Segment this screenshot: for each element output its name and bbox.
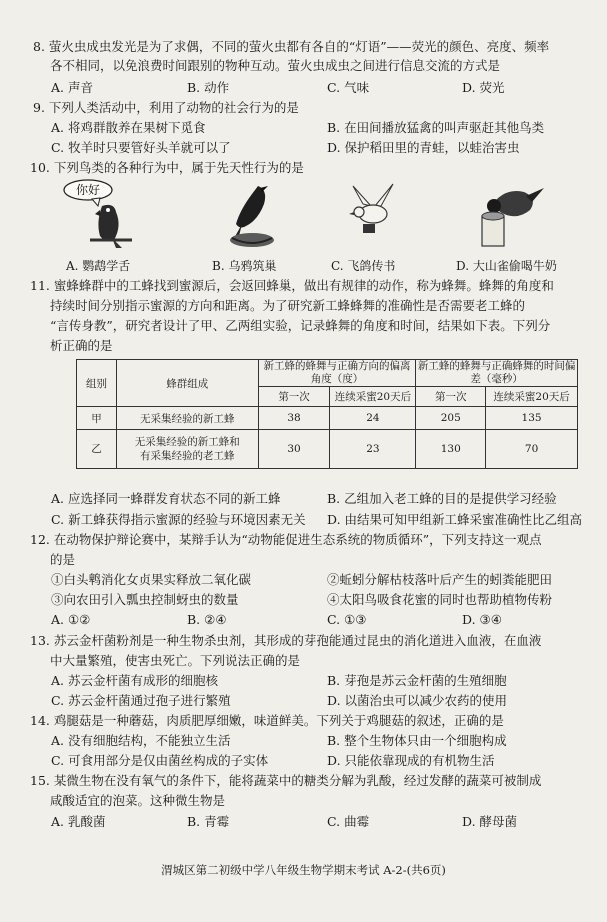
q11-stem-line4: 析正确的是: [50, 338, 113, 353]
q12-item-4: ④太阳鸟吸食花蜜的同时也帮助植物传粉: [327, 592, 553, 607]
q11-stem-line3: “言传身教”，研究者设计了甲、乙两组实验，记录蜂舞的角度和时间，结果如下表。下列分: [50, 318, 551, 333]
q11-stem-line1: 11. 蜜蜂蜂群中的工蜂找到蜜源后，会返回蜂巢，做出有规律的动作，称为蜂舞。蜂舞的角度和: [30, 278, 554, 293]
q11-option-a: A. 应选择同一蜂群发育状态不同的新工蜂: [51, 491, 281, 506]
q10-stem: 10. 下列鸟类的各种行为中，属于先天性行为的是: [30, 160, 304, 175]
q9-option-c: C. 牧羊时只要管好头羊就可以了: [51, 140, 231, 155]
q11-stem-line2: 持续时间分别指示蜜源的方向和距离。为了研究新工蜂蜂舞的准确性是否需要老工蜂的: [50, 298, 526, 313]
crow-nest-illustration: [212, 180, 282, 250]
table-cell-angle-after: 23: [330, 430, 416, 469]
q13-option-c: C. 苏云金杆菌通过孢子进行繁殖: [51, 693, 231, 708]
q8-stem-line2: 各不相同，以免浪费时间跟别的物种互动。萤火虫成虫之间进行信息交流的方式是: [50, 58, 501, 73]
q12-item-2: ②蚯蚓分解枯枝落叶后产生的蚓粪能肥田: [327, 572, 553, 587]
q14-option-c: C. 可食用部分是仅由菌丝构成的子实体: [51, 753, 269, 768]
table-subheader-time-first: 第一次: [416, 387, 486, 407]
q15-stem-line1: 15. 某微生物在没有氧气的条件下，能将蔬菜中的糖类分解为乳酸，经过发酵的蔬菜可被制成: [30, 773, 542, 788]
q12-option-b: B. ②④: [187, 612, 227, 627]
q13-stem-line1: 13. 苏云金杆菌粉剂是一种生物杀虫剂，其形成的芽孢能通过昆虫的消化道进入血液，在血液: [30, 633, 542, 648]
table-header-composition: 蜂群组成: [116, 360, 258, 407]
q12-option-d: D. ③④: [462, 612, 502, 627]
q12-stem-line2: 的是: [50, 552, 76, 567]
q9-stem: 9. 下列人类活动中，利用了动物的社会行为的是: [33, 100, 299, 115]
table-cell-composition: 无采集经验的新工蜂: [116, 407, 258, 430]
great-tit-illustration: [468, 180, 548, 250]
q12-option-a: A. ①②: [51, 612, 91, 627]
q13-option-d: D. 以菌治虫可以减少农药的使用: [327, 693, 508, 708]
table-cell-angle-after: 24: [330, 407, 416, 430]
q8-option-d: D. 荧光: [462, 80, 505, 95]
q13-option-a: A. 苏云金杆菌有成形的细胞核: [51, 673, 218, 688]
q8-option-c: C. 气味: [327, 80, 370, 95]
q14-stem: 14. 鸡腿菇是一种蘑菇，肉质肥厚细嫩，味道鲜美。下列关于鸡腿菇的叙述，正确的是: [30, 713, 504, 728]
q8-option-a: A. 声音: [51, 80, 93, 95]
q12-option-c: C. ①③: [327, 612, 367, 627]
table-subheader-angle-first: 第一次: [258, 387, 330, 407]
pigeon-illustration: [335, 180, 405, 250]
q15-option-d: D. 酵母菌: [462, 814, 518, 829]
q14-option-d: D. 只能依靠现成的有机物生活: [327, 753, 495, 768]
q11-option-b: B. 乙组加入老工蜂的目的是提供学习经验: [327, 491, 557, 506]
q11-option-d: D. 由结果可知甲组新工蜂采蜜准确性比乙组高: [327, 512, 583, 527]
q14-option-a: A. 没有细胞结构，不能独立生活: [51, 733, 231, 748]
q10-option-b: B. 乌鸦筑巢: [212, 259, 277, 273]
table-subheader-time-after: 连续采蜜20天后: [486, 387, 578, 407]
parrot-speech-text: 你好: [75, 183, 101, 197]
q11-option-c: C. 新工蜂获得指示蜜源的经验与环境因素无关: [51, 512, 306, 527]
table-cell-group: 乙: [77, 430, 117, 469]
q9-option-d: D. 保护稻田里的青蛙，以蛙治害虫: [327, 140, 520, 155]
q12-stem-line1: 12. 在动物保护辩论赛中，某辩手认为“动物能促进生态系统的物质循环”，下列支持这一观点: [30, 532, 542, 547]
table-row: [77, 430, 578, 469]
page-footer: 渭城区第二初级中学八年级生物学期末考试 A-2-(共6页): [161, 863, 446, 877]
q9-option-b: B. 在田间播放猛禽的叫声驱赶其他鸟类: [327, 120, 545, 135]
table-cell-group: 甲: [77, 407, 117, 430]
table-subheader-angle-after: 连续采蜜20天后: [330, 387, 416, 407]
table-header-time: 新工蜂的蜂舞与正确蜂舞的时间偏差（毫秒）: [416, 360, 578, 387]
table-cell-angle-first: 30: [258, 430, 330, 469]
q9-option-a: A. 将鸡群散养在果树下觅食: [51, 120, 206, 135]
table-cell-time-after: 70: [486, 430, 578, 469]
q15-option-a: A. 乳酸菌: [51, 814, 106, 829]
q10-option-d: D. 大山雀偷喝牛奶: [456, 259, 557, 273]
q15-stem-line2: 咸酸适宜的泡菜。这种微生物是: [50, 793, 226, 808]
parrot-illustration: [62, 178, 142, 250]
table-header-angle: 新工蜂的蜂舞与正确方向的偏离角度（度）: [258, 360, 416, 387]
q12-item-1: ①白头鹎消化女贞果实释放二氧化碳: [51, 572, 252, 587]
q8-option-b: B. 动作: [187, 80, 230, 95]
table-cell-time-first: 205: [416, 407, 486, 430]
table-cell-time-first: 130: [416, 430, 486, 469]
q13-stem-line2: 中大量繁殖，使害虫死亡。下列说法正确的是: [50, 653, 301, 668]
q13-option-b: B. 芽孢是苏云金杆菌的生殖细胞: [327, 673, 507, 688]
table-cell-composition: 无采集经验的新工蜂和有采集经验的老工蜂: [116, 430, 258, 469]
q12-item-3: ③向农田引入瓢虫控制蚜虫的数量: [51, 592, 239, 607]
q10-option-c: C. 飞鸽传书: [331, 259, 396, 273]
q15-option-b: B. 青霉: [187, 814, 230, 829]
q10-option-a: A. 鹦鹉学舌: [66, 259, 131, 273]
table-cell-time-after: 135: [486, 407, 578, 430]
q8-stem-line1: 8. 萤火虫成虫发光是为了求偶，不同的萤火虫都有各自的“灯语”——荧光的颜色、亮度、频率: [33, 39, 550, 54]
q14-option-b: B. 整个生物体只由一个细胞构成: [327, 733, 507, 748]
q15-option-c: C. 曲霉: [327, 814, 370, 829]
table-row: [77, 407, 578, 430]
table-header-group: 组别: [77, 360, 117, 407]
table-cell-angle-first: 38: [258, 407, 330, 430]
bee-dance-table: [76, 359, 578, 469]
